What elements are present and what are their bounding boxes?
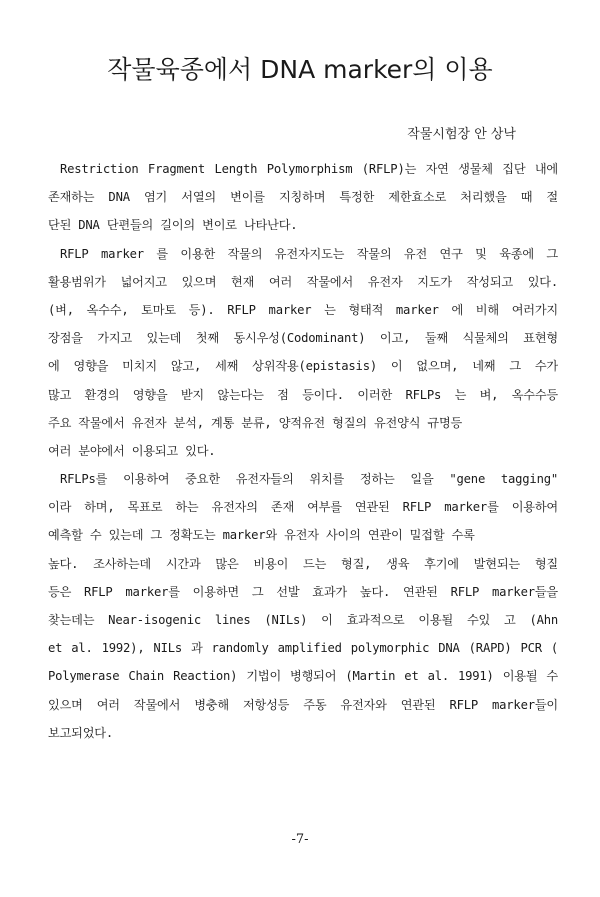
body-text	[48, 155, 558, 747]
text-line: 에 영향을 미치지 않고, 세째 상위작용(epistasis) 이 없으며, 네째 그 수가	[48, 359, 558, 374]
text-line: (벼, 옥수수, 토마토 등). RFLP marker 는 형태적 marker 에 비해 여러가지	[48, 302, 558, 317]
text-line: 예측할 수 있는데 그 정확도는 marker와 유전자 사이의 연관이 밀접할 수록	[48, 528, 475, 543]
text-line: Restriction Fragment Length Polymorphism (RFLP)는 자연 생물체 집단 내에	[60, 162, 558, 176]
text-line: 주요 작물에서 유전자 분석, 계통 분류, 양적유전 형질의 유전양식 규명등	[48, 415, 463, 430]
text-line: et al. 1992), NILs 과 randomly amplified polymorphic DNA (RAPD) PCR (	[48, 641, 558, 656]
text-line: RFLPs를 이용하여 중요한 유전자들의 위치를 정하는 일을 "gene tagging"	[60, 472, 558, 487]
text-line: 높다. 조사하는데 시간과 많은 비용이 드는 형질, 생육 후기에 발현되는 형질	[48, 556, 558, 571]
text-line: 있으며 여러 작물에서 병충해 저항성등 주동 유전자와 연관된 RFLP marker들이	[48, 697, 558, 712]
text-line: 많고 환경의 영향을 받지 않는다는 점 등이다. 이러한 RFLPs 는 벼, 옥수수등	[48, 387, 558, 402]
text-line: 장점을 가지고 있는데 첫째 동시우성(Codominant) 이고, 둘째 식물체의 표현형	[48, 331, 558, 346]
text-line: 단된 DNA 단편들의 길이의 변이로 나타난다.	[48, 218, 298, 233]
text-line: 여러 분야에서 이용되고 있다.	[48, 443, 216, 458]
text-line: 찾는데는 Near-isogenic lines (NILs) 이 효과적으로 이용될 수있 고 (Ahn	[48, 613, 558, 627]
text-line: 등은 RFLP marker를 이용하면 그 선발 효과가 높다. 연관된 RFLP marker들을	[48, 584, 558, 599]
text-line: Polymerase Chain Reaction) 기법이 병행되어 (Martin et al. 1991) 이용될 수	[48, 669, 558, 684]
text-line: 존재하는 DNA 염기 서열의 변이를 지칭하며 특정한 제한효소로 처리했을 때 절	[48, 190, 558, 205]
text-line: 이라 하며, 목표로 하는 유전자의 존재 여부를 연관된 RFLP marker를 이용하여	[48, 500, 558, 515]
document-title: 작물육종에서 DNA marker의 이용	[107, 55, 493, 84]
page-number: -7-	[291, 832, 309, 847]
author-line: 작물시험장 안 상낙	[407, 127, 516, 142]
text-line: 활용범위가 넓어지고 있으며 현재 여러 작물에서 유전자 지도가 작성되고 있다.	[48, 274, 558, 289]
text-line: RFLP marker 를 이용한 작물의 유전자지도는 작물의 유전 연구 및 육종에 그	[60, 246, 558, 261]
text-line: 보고되었다.	[48, 725, 114, 740]
